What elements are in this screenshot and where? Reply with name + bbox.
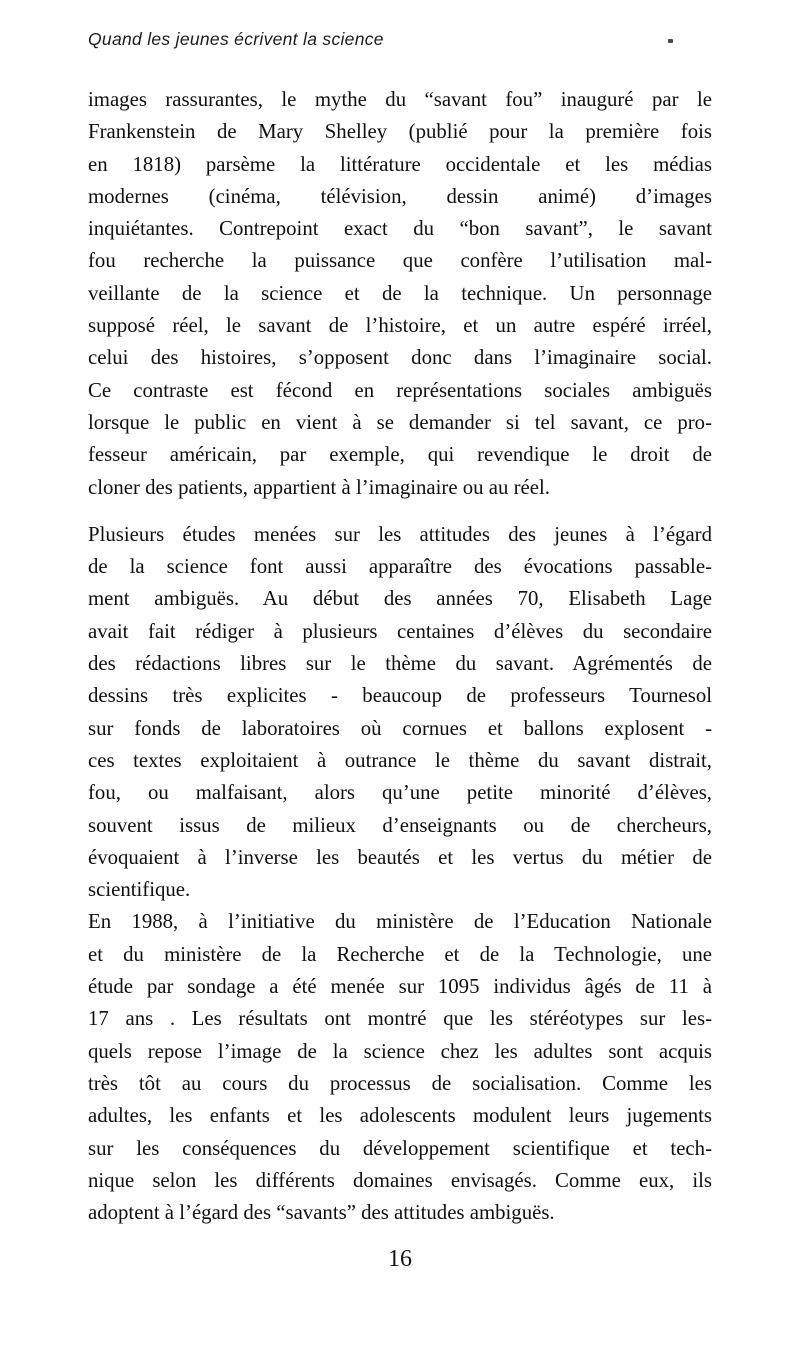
text-line: Frankenstein de Mary Shelley (publié pour la première fois <box>88 120 712 144</box>
text-line: 17 ans . Les résultats ont montré que les stéréotypes sur les- <box>88 1007 712 1031</box>
paragraph <box>88 906 712 1229</box>
text-line: évoquaient à l’inverse les beautés et les vertus du métier de <box>88 845 712 869</box>
text-line: étude par sondage a été menée sur 1095 individus âgés de 11 à <box>88 975 712 999</box>
text-line: adoptent à l’égard des “savants” des attitudes ambiguës. <box>88 1201 555 1225</box>
text-line: adultes, les enfants et les adolescents modulent leurs jugements <box>88 1104 712 1128</box>
text-line: images rassurantes, le mythe du “savant fou” inauguré par le <box>88 88 712 111</box>
text-line: inquiétantes. Contrepoint exact du “bon savant”, le savant <box>88 217 712 241</box>
text-line: modernes (cinéma, télévision, dessin animé) d’images <box>88 184 712 208</box>
text-line: cloner des patients, appartient à l’imaginaire ou au réel. <box>88 475 550 499</box>
paragraph <box>88 84 712 504</box>
text-line: des rédactions libres sur le thème du savant. Agrémentés de <box>88 652 712 676</box>
text-line: Ce contraste est fécond en représentations sociales ambiguës <box>88 378 712 402</box>
text-line: avait fait rédiger à plusieurs centaines d’élèves du secondaire <box>88 619 712 643</box>
text-line: sur fonds de laboratoires où cornues et ballons explosent - <box>88 716 712 740</box>
text-line: Plusieurs études menées sur les attitudes des jeunes à l’égard <box>88 522 712 546</box>
text-line: fou recherche la puissance que confère l’utilisation mal- <box>88 249 712 273</box>
text-line: ces textes exploitaient à outrance le thème du savant distrait, <box>88 748 712 772</box>
text-line: dessins très explicites - beaucoup de professeurs Tournesol <box>88 684 712 708</box>
text-line: celui des histoires, s’opposent donc dans l’imaginaire social. <box>88 346 712 370</box>
text-line: quels repose l’image de la science chez les adultes sont acquis <box>88 1039 712 1063</box>
text-line: en 1818) parsème la littérature occidentale et les médias <box>88 152 712 176</box>
text-line: de la science font aussi apparaître des évocations passable- <box>88 555 712 579</box>
paragraph-gap <box>88 504 712 519</box>
text-line: nique selon les différents domaines envisagés. Comme eux, ils <box>88 1168 712 1192</box>
text-line: et du ministère de la Recherche et de la Technologie, une <box>88 942 712 966</box>
text-line: souvent issus de milieux d’enseignants ou de chercheurs, <box>88 813 712 837</box>
running-header: Quand les jeunes écrivent la science <box>88 29 384 49</box>
text-line: ment ambiguës. Au début des années 70, Elisabeth Lage <box>88 587 712 611</box>
text-line: veillante de la science et de la technique. Un personnage <box>88 281 712 305</box>
scan-speck <box>668 39 673 43</box>
text-line: fesseur américain, par exemple, qui revendique le droit de <box>88 443 712 467</box>
text-line: scientifique. <box>88 878 191 902</box>
text-line: supposé réel, le savant de l’histoire, et un autre espéré irréel, <box>88 314 712 338</box>
text-line: sur les conséquences du développement scientifique et tech- <box>88 1136 712 1160</box>
body-text <box>88 84 712 1229</box>
paragraph <box>88 519 712 907</box>
text-line: lorsque le public en vient à se demander si tel savant, ce pro- <box>88 410 712 434</box>
text-line: fou, ou malfaisant, alors qu’une petite minorité d’élèves, <box>88 781 712 805</box>
text-line: En 1988, à l’initiative du ministère de l’Education Nationale <box>88 910 712 934</box>
page-number: 16 <box>388 1246 412 1272</box>
text-line: très tôt au cours du processus de socialisation. Comme les <box>88 1071 712 1095</box>
